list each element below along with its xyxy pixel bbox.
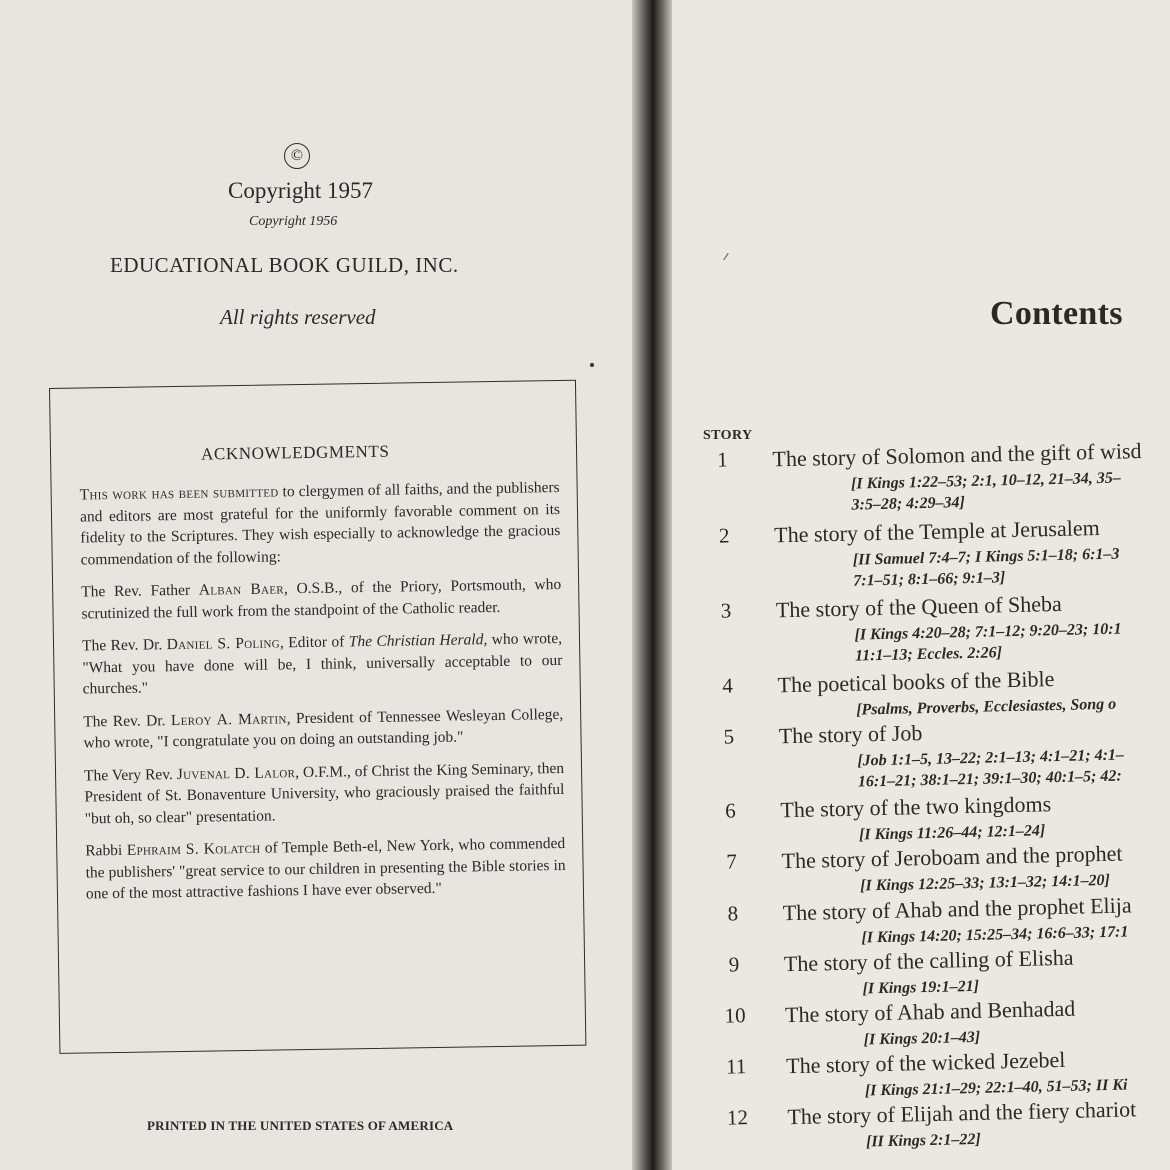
ack-name: Juvenal D. Lalor — [176, 763, 296, 783]
ack-text: , O.F.M., of Christ the King Seminary, then President of St. Bonaventure University, who graciously praised the faithful "but oh, so clear" presentation. — [84, 759, 565, 827]
toc-title: The story of Jeroboam and the prophet — [781, 840, 1123, 874]
toc-number: 5 — [723, 724, 735, 749]
toc-scripture-reference-continued: 16:1–21; 38:1–21; 39:1–30; 40:1–5; 42: — [857, 767, 1122, 791]
intro-lead: This work has been submitted — [79, 483, 279, 504]
story-column-label: STORY — [703, 428, 753, 443]
pencil-mark — [723, 253, 728, 260]
toc-number: 1 — [716, 447, 729, 472]
acknowledgments-box — [49, 380, 586, 1054]
toc-title: The story of Job — [778, 720, 923, 749]
toc-scripture-reference: [Psalms, Proverbs, Ecclesiastes, Song o — [856, 695, 1117, 719]
toc-scripture-reference: [II Samuel 7:4–7; I Kings 5:1–18; 6:1–3 — [852, 545, 1120, 569]
ack-prefix: The Rev. Father — [81, 581, 199, 601]
toc-title: The story of the two kingdoms — [780, 791, 1052, 823]
ack-entry — [82, 628, 563, 700]
ack-name: Ephraim S. Kolatch — [126, 839, 261, 859]
ack-entry — [85, 833, 566, 905]
toc-scripture-reference-continued: 7:1–51; 8:1–66; 9:1–3] — [853, 569, 1006, 590]
toc-title: The story of the Temple at Jerusalem — [773, 515, 1100, 548]
toc-scripture-reference: [I Kings 20:1–43] — [863, 1028, 981, 1049]
copyright-main: Copyright 1957 — [228, 178, 374, 203]
toc-number: 10 — [724, 1003, 746, 1028]
toc-title: The story of the wicked Jezebel — [785, 1046, 1066, 1079]
rights-statement: All rights reserved — [220, 305, 376, 329]
ack-prefix: The Very Rev. — [83, 765, 177, 784]
toc-title: The story of the calling of Elisha — [783, 944, 1074, 977]
copyright-symbol: © — [284, 143, 310, 169]
toc-title: The story of the Queen of Sheba — [775, 590, 1063, 623]
toc-scripture-reference: [I Kings 1:22–53; 2:1, 10–12, 21–34, 35– — [850, 469, 1121, 493]
table-of-contents — [702, 425, 1170, 1151]
book-gutter — [632, 0, 674, 1170]
toc-scripture-reference-continued: 3:5–28; 4:29–34] — [851, 494, 966, 514]
toc-entry — [702, 435, 1170, 514]
toc-number: 9 — [728, 952, 740, 977]
acknowledgments-intro — [80, 477, 561, 571]
toc-number: 11 — [725, 1054, 747, 1079]
toc-scripture-reference: [I Kings 12:25–33; 13:1–32; 14:1–20] — [860, 871, 1111, 895]
toc-number: 4 — [722, 673, 734, 698]
toc-scripture-reference: [I Kings 19:1–21] — [862, 977, 980, 998]
ack-text: , Editor of — [279, 633, 349, 652]
toc-title: The story of Solomon and the gift of wisd — [772, 438, 1142, 472]
toc-title: The story of Elijah and the fiery chariot — [787, 1096, 1137, 1130]
ack-text: of Temple Beth-el, New York, who commended the publishers' "great service to our children in presenting the Bible stories in one of the most attractive fashions I have ever observed." — [85, 834, 566, 903]
toc-number: 8 — [727, 901, 739, 926]
toc-scripture-reference: [Job 1:1–5, 13–22; 2:1–13; 4:1–21; 4:1– — [857, 746, 1125, 770]
ack-entry — [84, 757, 565, 829]
stray-dot — [590, 363, 594, 367]
ack-text: who wrote, "What you have done will be, I think, universally acceptable to our churches." — [82, 629, 563, 698]
toc-scripture-reference: [I Kings 11:26–44; 12:1–24] — [858, 822, 1046, 844]
ack-publication: The Christian Herald, — [348, 631, 488, 651]
ack-prefix: Rabbi — [85, 841, 127, 860]
acknowledgments-body — [80, 477, 567, 916]
ack-text: , O.S.B., of the Priory, Portsmouth, who scrutinized the full work from the standpoint of the Catholic reader. — [81, 575, 562, 623]
printed-statement: PRINTED IN THE UNITED STATES OF AMERICA — [147, 1118, 454, 1133]
toc-scripture-reference: [I Kings 21:1–29; 22:1–40, 51–53; II Ki — [864, 1076, 1128, 1100]
publisher-name: EDUCATIONAL BOOK GUILD, INC. — [110, 253, 459, 277]
toc-number: 6 — [724, 798, 736, 823]
copyright-sub: Copyright 1956 — [249, 214, 338, 229]
ack-text: , President of Tennessee Wesleyan College, who wrote, "I congratulate you on doing an outstanding job." — [83, 705, 564, 752]
right-page — [672, 0, 1170, 1170]
contents-title: Contents — [990, 295, 1123, 332]
intro-rest: to clergymen of all faiths, and the publishers and editors are most grateful for the uniformly favorable comment on its fidelity to the Scriptures. They wish especially to acknowledge the gracious commendation of the following: — [79, 478, 561, 569]
ack-name: Leroy A. Martin — [170, 709, 287, 729]
toc-title: The story of Ahab and Benhadad — [784, 995, 1076, 1028]
ack-entry — [81, 574, 562, 625]
ack-prefix: The Rev. Dr. — [83, 711, 172, 731]
toc-title: The story of Ahab and the prophet Elija — [782, 892, 1132, 926]
acknowledgments-heading: ACKNOWLEDGMENTS — [200, 441, 390, 464]
toc-scripture-reference-continued: 11:1–13; Eccles. 2:26] — [854, 644, 1003, 665]
ack-entry — [83, 703, 564, 754]
ack-name: Alban Baer — [198, 580, 285, 599]
toc-entry — [704, 511, 1170, 590]
toc-number: 2 — [718, 523, 730, 548]
toc-number: 3 — [720, 598, 732, 623]
toc-scripture-reference: [I Kings 4:20–28; 7:1–12; 9:20–23; 10:1 — [854, 620, 1122, 644]
ack-name: Daniel S. Poling — [166, 634, 281, 654]
toc-title: The poetical books of the Bible — [777, 666, 1055, 698]
ack-prefix: The Rev. Dr. — [81, 636, 167, 655]
toc-scripture-reference: [I Kings 14:20; 15:25–34; 16:6–33; 17:1 — [861, 923, 1129, 947]
toc-scripture-reference: [II Kings 2:1–22] — [865, 1130, 981, 1151]
toc-number: 12 — [726, 1105, 749, 1130]
toc-number: 7 — [726, 849, 738, 874]
